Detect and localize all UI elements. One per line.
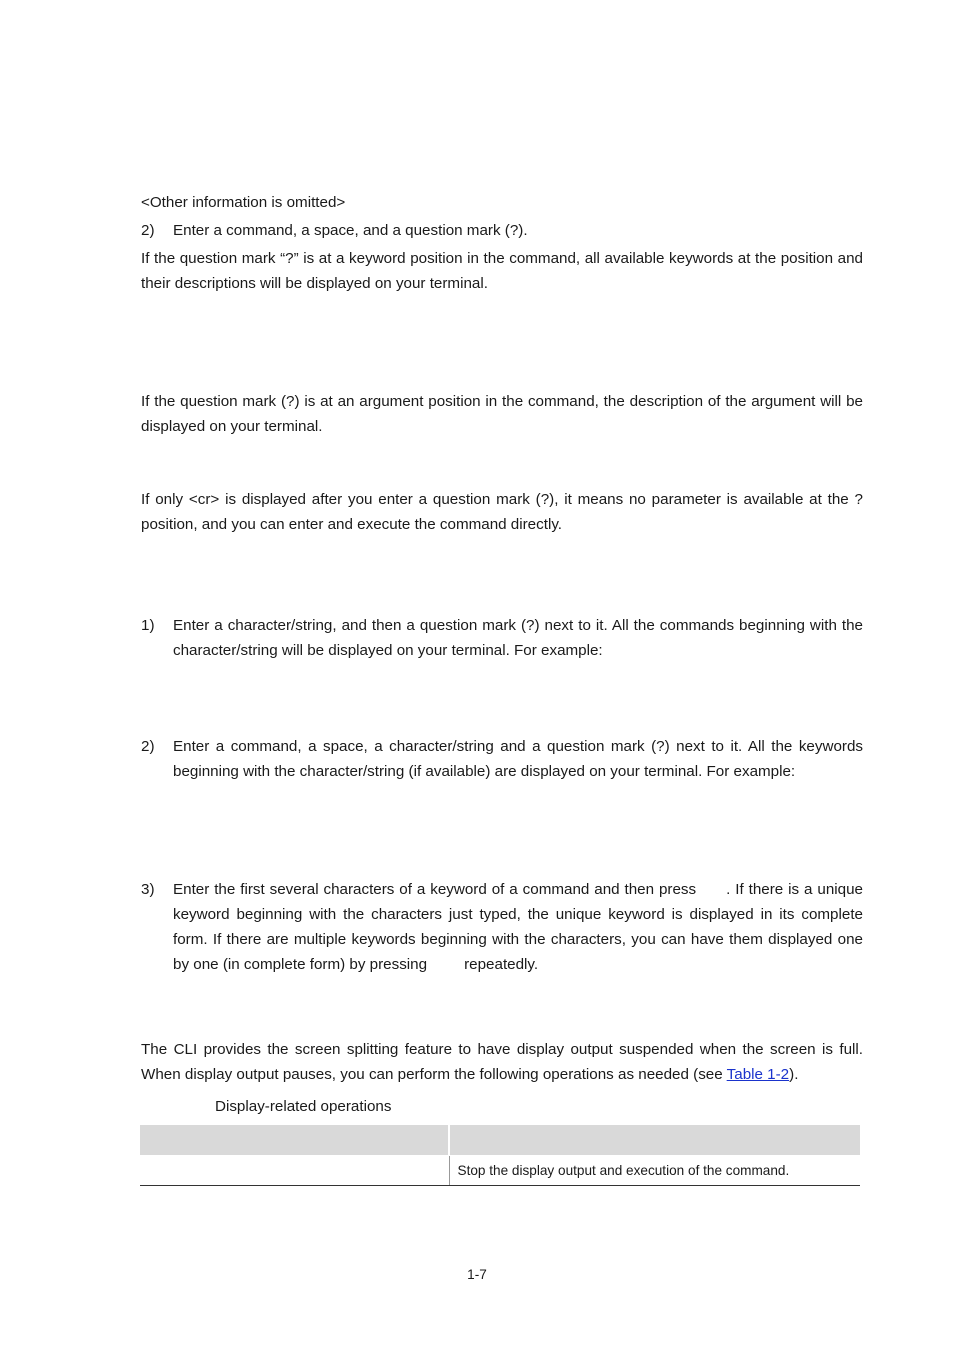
step-number: 2) [141,222,155,239]
paragraph-screen-splitting [141,1037,863,1087]
paragraph-keyword-position: If the question mark “?” is at a keyword position in the command, all available keywords at the position and their descriptions will be displayed on your terminal. [141,250,863,292]
display-operations-table [140,1125,860,1186]
paragraph-argument-position: If the question mark (?) is at an argument position in the command, the description of the argument will be displayed on your terminal. [141,393,863,435]
step-number: 1) [141,617,155,634]
table-row [140,1156,860,1186]
table-reference-link[interactable]: Table 1-2 [726,1066,790,1083]
step-text: Enter a character/string, and then a question mark (?) next to it. All the commands beginning with the character/string will be displayed on your terminal. For example: [173,617,863,659]
page-number: 1-7 [467,1267,487,1282]
table-cell [140,1156,449,1186]
table-cell: Stop the display output and execution of the command. [449,1156,860,1186]
table-caption: Display-related operations [215,1098,392,1115]
table-header-cell [449,1125,860,1156]
step-text [173,877,863,977]
table-header-cell [140,1125,449,1156]
step-text-part: repeatedly. [464,956,539,973]
table-header-row [140,1125,860,1156]
omitted-note: <Other information is omitted> [141,194,346,211]
paragraph-text: ). [789,1066,799,1083]
step-text-part: Enter the first several characters of a keyword of a command and then press [173,881,697,898]
step-text: Enter a command, a space, and a question mark (?). [173,222,528,239]
paragraph-cr-displayed: If only <cr> is displayed after you enter a question mark (?), it means no parameter is available at the ? position, and you can enter and execute the command directly. [141,491,863,533]
step-text: Enter a command, a space, a character/string and a question mark (?) next to it. All the keywords beginning with the character/string (if available) are displayed on your terminal. For example: [173,738,863,780]
step-text-part: . If there is a unique keyword beginning with the characters just typed, the unique keyword is displayed in its complete form. If there are multiple keywords beginning with the characters, you can have them displayed one by one (in complete form) by pressing [173,881,863,973]
step-number: 2) [141,738,155,755]
step-number: 3) [141,881,155,898]
paragraph-text: The CLI provides the screen splitting feature to have display output suspended when the screen is full. When display output pauses, you can perform the following operations as needed (see [141,1041,863,1083]
